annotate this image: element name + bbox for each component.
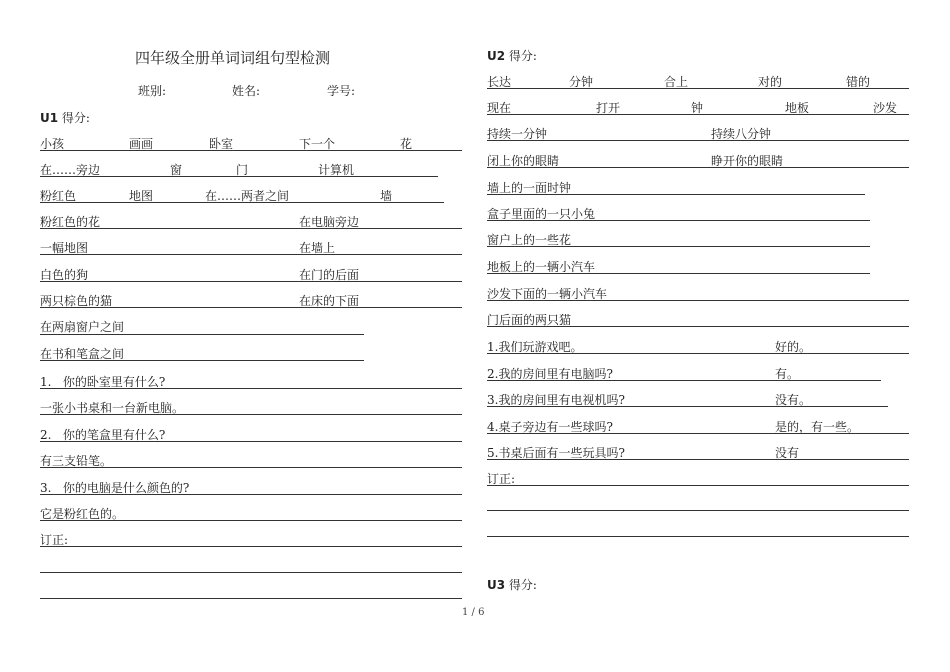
u1-word: 画画: [129, 137, 154, 151]
answer-line: [40, 307, 462, 308]
answer-line: [40, 598, 462, 599]
answer-line: [487, 380, 881, 381]
answer-line: [487, 510, 909, 511]
u1-question: [40, 428, 165, 442]
u2-word: 打开: [596, 101, 621, 115]
u1-answer: 它是粉红色的。: [40, 507, 125, 521]
answer-line: [487, 433, 909, 434]
answer-line: [40, 202, 444, 203]
u1-phrase: 在床的下面: [299, 294, 360, 308]
u3-label: U3: [487, 578, 506, 592]
answer-line: [40, 254, 462, 255]
page-title: 四年级全册单词词组句型检测: [135, 49, 331, 67]
u2-phrase: 盒子里面的一只小兔: [487, 207, 596, 221]
u2-question: 4.桌子旁边有一些球吗?: [487, 420, 613, 434]
answer-line: [487, 326, 909, 327]
u2-word: 对的: [758, 75, 783, 89]
answer-line: [487, 220, 870, 221]
answer-line: [40, 388, 462, 389]
u1-score-label: 得分:: [61, 111, 90, 125]
u2-answer: 是的，有一些。: [775, 420, 860, 434]
u2-word: 长达: [487, 75, 512, 89]
answer-line: [487, 194, 865, 195]
answer-line: [40, 281, 462, 282]
answer-line: [487, 114, 909, 115]
u2-phrase: 闭上你的眼睛: [487, 154, 560, 168]
answer-line: [40, 572, 462, 573]
question-number: 3.: [40, 481, 52, 495]
u1-label: U1: [40, 111, 59, 125]
u1-phrase: 在书和笔盒之间: [40, 347, 125, 361]
answer-line: [487, 406, 888, 407]
page-number: 1 / 6: [462, 607, 485, 618]
u2-answer: 没有: [775, 446, 800, 460]
answer-line: [487, 459, 909, 460]
u1-phrase: 一幅地图: [40, 241, 89, 255]
u2-question: 2.我的房间里有电脑吗?: [487, 367, 613, 381]
question-number: 2.: [40, 428, 52, 442]
u1-word: 卧室: [209, 137, 234, 151]
u1-phrase: 在墙上: [299, 241, 336, 255]
u2-answer: 好的。: [775, 340, 812, 354]
u1-question: [40, 375, 165, 389]
u2-phrase: 持续一分钟: [487, 127, 548, 141]
u2-word: 现在: [487, 101, 512, 115]
u2-word: 错的: [846, 75, 871, 89]
answer-line: [40, 228, 462, 229]
u1-phrase: 在门的后面: [299, 268, 360, 282]
answer-line: [40, 494, 462, 495]
u3-heading: [487, 578, 537, 592]
u1-word: 墙: [380, 189, 393, 203]
u2-word: 分钟: [569, 75, 594, 89]
u1-word: 粉红色: [40, 189, 77, 203]
u2-correction-label: 订正:: [487, 472, 516, 486]
class-label: 班别:: [138, 84, 167, 98]
u3-score-label: 得分:: [508, 578, 537, 592]
question-text: 你的卧室里有什么?: [62, 375, 166, 389]
u1-phrase: 白色的狗: [40, 268, 89, 282]
u2-phrase: 门后面的两只猫: [487, 313, 572, 327]
u1-word: 计算机: [318, 163, 355, 177]
answer-line: [40, 546, 462, 547]
question-number: 1.: [40, 375, 52, 389]
u2-word: 合上: [664, 75, 689, 89]
name-label: 姓名:: [232, 84, 261, 98]
u1-phrase: 粉红色的花: [40, 215, 101, 229]
u1-answer: 有三支铅笔。: [40, 454, 113, 468]
u1-word: 下一个: [299, 137, 336, 151]
u1-word: 小孩: [40, 137, 65, 151]
answer-line: [40, 150, 462, 151]
question-text: 你的笔盒里有什么?: [62, 428, 166, 442]
u1-question: [40, 481, 189, 495]
u2-answer: 没有。: [775, 393, 812, 407]
answer-line: [487, 273, 870, 274]
u2-heading: [487, 49, 537, 63]
u2-phrase: 窗户上的一些花: [487, 233, 572, 247]
u2-phrase: 持续八分钟: [711, 127, 772, 141]
u1-word: 花: [400, 137, 413, 151]
u1-word: 在……旁边: [40, 163, 101, 177]
answer-line: [40, 414, 462, 415]
answer-line: [487, 353, 909, 354]
answer-line: [487, 88, 909, 89]
u1-correction-label: 订正:: [40, 533, 69, 547]
u1-word: 窗: [170, 163, 183, 177]
u2-phrase: 沙发下面的一辆小汽车: [487, 287, 608, 301]
u2-phrase: 睁开你的眼睛: [711, 154, 784, 168]
answer-line: [40, 360, 364, 361]
u1-phrase: 在电脑旁边: [299, 215, 360, 229]
answer-line: [487, 167, 909, 168]
answer-line: [40, 520, 462, 521]
u2-answer: 有。: [775, 367, 800, 381]
u1-answer: 一张小书桌和一台新电脑。: [40, 401, 185, 415]
u1-heading: [40, 111, 90, 125]
u2-label: U2: [487, 49, 506, 63]
u2-phrase: 墙上的一面时钟: [487, 181, 572, 195]
u1-phrase: 在两扇窗户之间: [40, 320, 125, 334]
answer-line: [487, 140, 909, 141]
answer-line: [40, 176, 438, 177]
question-text: 你的电脑是什么颜色的?: [62, 481, 190, 495]
answer-line: [487, 246, 870, 247]
u2-word: 沙发: [873, 101, 898, 115]
answer-line: [487, 485, 909, 486]
u1-phrase: 两只棕色的猫: [40, 294, 113, 308]
student-number-label: 学号:: [327, 84, 356, 98]
u2-score-label: 得分:: [508, 49, 537, 63]
u1-word: 门: [236, 163, 249, 177]
u2-question: 1.我们玩游戏吧。: [487, 340, 583, 354]
u2-phrase: 地板上的一辆小汽车: [487, 260, 596, 274]
u2-word: 钟: [691, 101, 704, 115]
u2-word: 地板: [785, 101, 810, 115]
answer-line: [40, 441, 462, 442]
u1-word: 地图: [129, 189, 154, 203]
answer-line: [40, 334, 364, 335]
answer-line: [487, 536, 909, 537]
u1-word: 在……两者之间: [205, 189, 290, 203]
answer-line: [40, 467, 462, 468]
u2-question: 3.我的房间里有电视机吗?: [487, 393, 625, 407]
answer-line: [487, 300, 909, 301]
u2-question: 5.书桌后面有一些玩具吗?: [487, 446, 625, 460]
